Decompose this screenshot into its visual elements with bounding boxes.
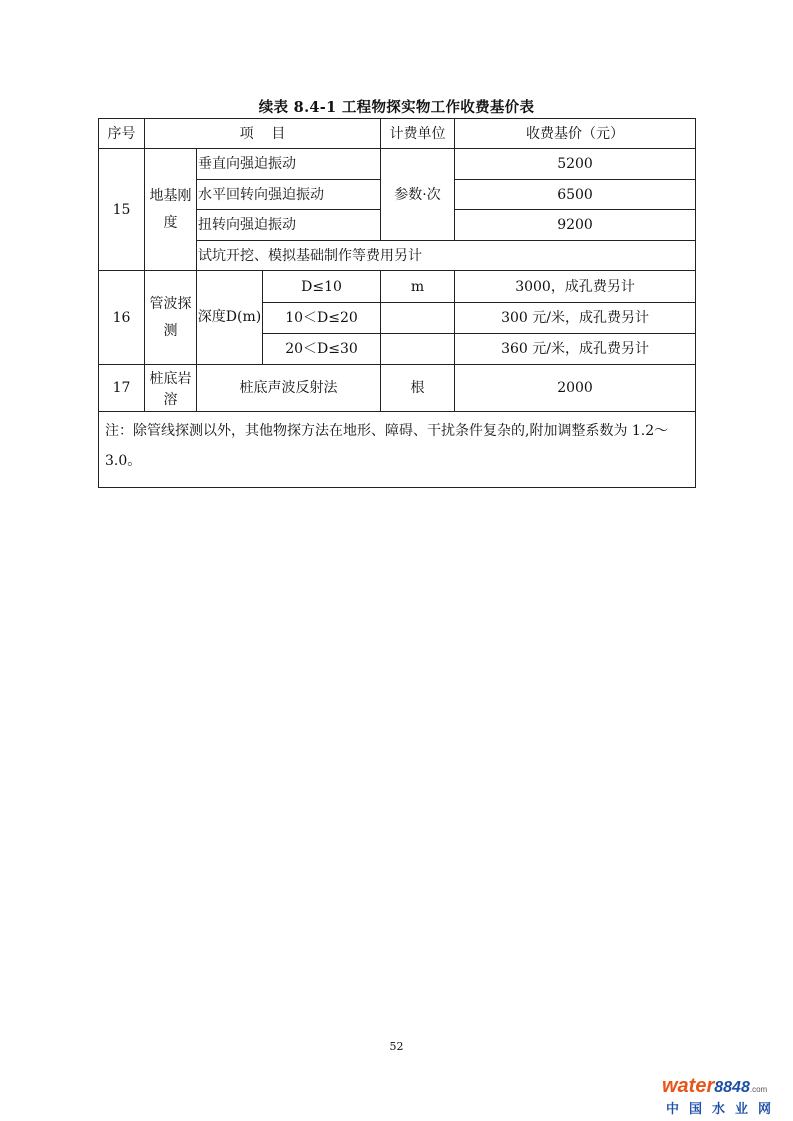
- table-row: [99, 271, 696, 303]
- header-price: 收费基价（元）: [455, 119, 696, 149]
- seq-cell: 17: [99, 365, 145, 412]
- header-unit: 计费单位: [381, 119, 455, 149]
- note-text: 注：除管线探测以外，其他物探方法在地形、障碍、干扰条件复杂的,附加调整系数为 1.2～3.0。: [99, 412, 696, 488]
- price-cell: 9200: [455, 210, 696, 241]
- note-row: [99, 412, 696, 488]
- price-cell: 5200: [455, 149, 696, 180]
- item-cell: 水平回转向强迫振动: [197, 180, 381, 210]
- category-cell: 管波探测: [145, 271, 197, 365]
- price-cell: 300 元/米，成孔费另计: [455, 303, 696, 334]
- logo-subtitle: 中国水业网: [666, 1102, 782, 1117]
- unit-cell: [381, 303, 455, 334]
- range-cell: D≤10: [263, 271, 381, 303]
- logo-dotcom: .com: [749, 1085, 768, 1094]
- category-cell: 地基刚度: [145, 149, 197, 271]
- unit-cell: [381, 334, 455, 365]
- price-cell: 6500: [455, 180, 696, 210]
- price-cell: 360 元/米，成孔费另计: [455, 334, 696, 365]
- watermark-logo: [662, 1075, 786, 1115]
- page-number: 52: [389, 1040, 404, 1053]
- remark-cell: 试坑开挖、模拟基础制作等费用另计: [197, 241, 696, 271]
- range-cell: 20＜D≤30: [263, 334, 381, 365]
- item-cell: 扭转向强迫振动: [197, 210, 381, 241]
- unit-cell: 参数·次: [381, 149, 455, 241]
- seq-cell: 16: [99, 271, 145, 365]
- item-cell: 垂直向强迫振动: [197, 149, 381, 180]
- range-cell: 10＜D≤20: [263, 303, 381, 334]
- logo-wordmark: [662, 1075, 786, 1101]
- header-seq: 序号: [99, 119, 145, 149]
- param-cell: 深度D(m): [197, 271, 263, 365]
- logo-digits: 8848: [714, 1079, 750, 1096]
- unit-cell: 根: [381, 365, 455, 412]
- fee-table: [98, 118, 696, 488]
- table-row: [99, 149, 696, 180]
- unit-cell: m: [381, 271, 455, 303]
- price-cell: 2000: [455, 365, 696, 412]
- logo-word: water: [662, 1075, 715, 1097]
- table-row: [99, 365, 696, 412]
- header-item: 项 目: [145, 119, 381, 149]
- category-cell: 桩底岩溶: [145, 365, 197, 412]
- price-cell: 3000，成孔费另计: [455, 271, 696, 303]
- header-row: [99, 119, 696, 149]
- table-caption: 续表 8.4-1 工程物探实物工作收费基价表: [258, 99, 535, 116]
- method-cell: 桩底声波反射法: [197, 365, 381, 412]
- seq-cell: 15: [99, 149, 145, 271]
